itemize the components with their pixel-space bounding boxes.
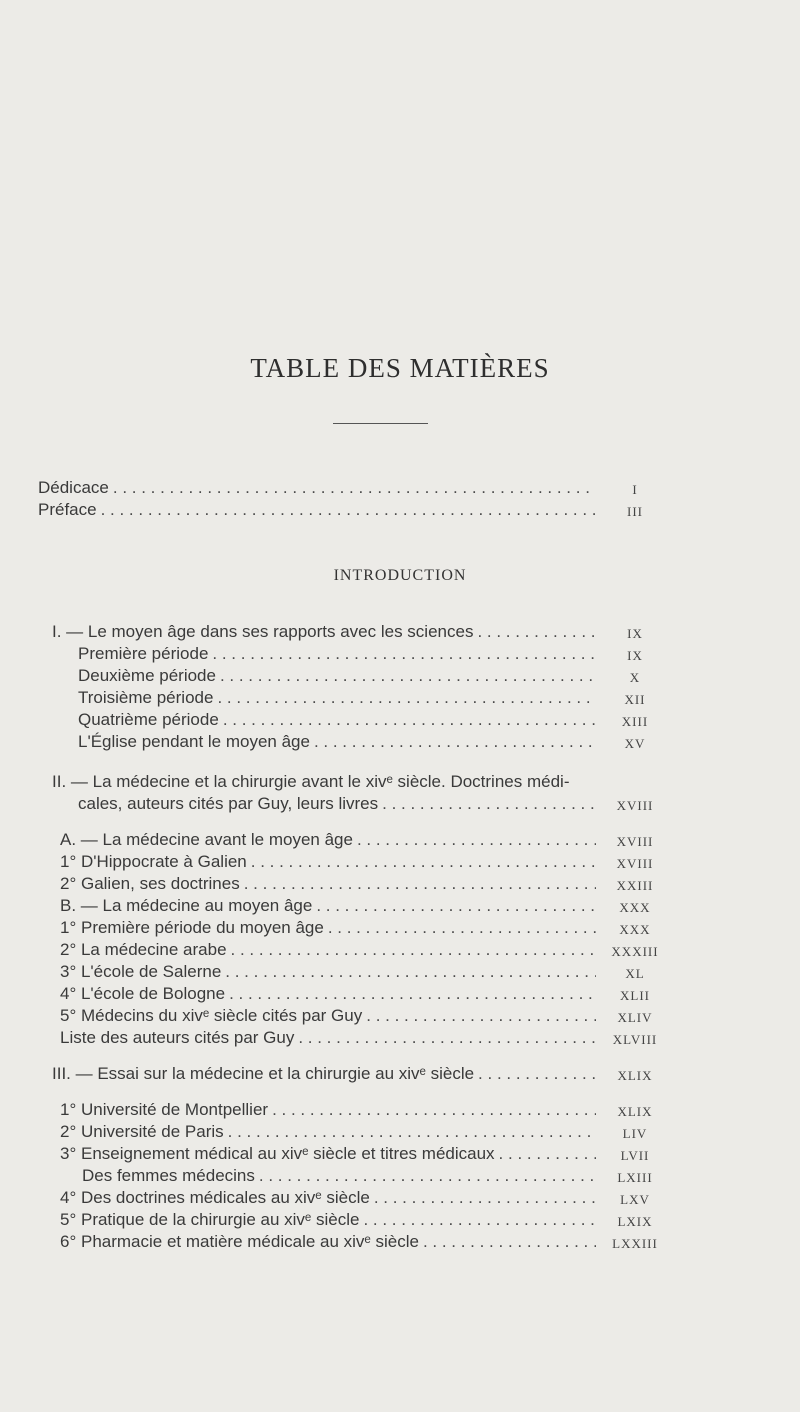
toc-entry[interactable] — [60, 940, 596, 962]
toc-entry[interactable] — [60, 962, 596, 984]
dot-leader — [225, 962, 596, 982]
toc-entry[interactable] — [60, 1122, 596, 1144]
toc-entry-dedicace[interactable] — [38, 478, 596, 500]
toc-entry[interactable] — [60, 896, 596, 918]
toc-page-number: XXX — [619, 900, 651, 915]
toc-entry-label: Quatrième période — [78, 710, 219, 729]
toc-page-number: X — [629, 670, 641, 685]
toc-page-number: XV — [624, 736, 646, 751]
toc-page-number: XXIII — [616, 878, 654, 893]
toc-page-number: LVII — [620, 1148, 650, 1163]
dot-leader — [357, 830, 596, 850]
dot-leader — [220, 666, 596, 686]
toc-entry[interactable] — [60, 1006, 596, 1028]
toc-entry-label: 1° D'Hippocrate à Galien — [60, 852, 247, 871]
toc-entry[interactable] — [60, 1100, 596, 1122]
toc-entry-label: 6° Pharmacie et matière médicale au xivᵉ siècle — [60, 1232, 419, 1251]
toc-entry-label: Des femmes médecins — [82, 1166, 255, 1185]
toc-page-number: LXIX — [617, 1214, 653, 1229]
toc-page-number: XXXIII — [611, 944, 659, 959]
toc-entry[interactable] — [60, 1232, 596, 1254]
toc-page-number: XII — [624, 692, 646, 707]
toc-entry-label: 1° Université de Montpellier — [60, 1100, 269, 1119]
dot-leader — [366, 1006, 596, 1026]
toc-entry-label: 4° L'école de Bologne — [60, 984, 226, 1003]
dot-leader — [477, 622, 596, 642]
toc-entry-label: cales, auteurs cités par Guy, leurs livres — [78, 794, 379, 813]
dot-leader — [113, 478, 596, 498]
toc-entry-label: Troisième période — [78, 688, 214, 707]
toc-page-number: LXXIII — [612, 1236, 658, 1251]
toc-page-number: XIII — [621, 714, 649, 729]
page-title: TABLE DES MATIÈRES — [250, 353, 550, 383]
toc-entry[interactable] — [60, 1028, 596, 1050]
toc-entry-section-2[interactable] — [78, 794, 596, 816]
toc-page-number: XLIV — [617, 1010, 653, 1025]
toc-page-number: XLII — [620, 988, 650, 1003]
toc-entry-label: 2° Université de Paris — [60, 1122, 224, 1141]
toc-entry[interactable] — [60, 852, 596, 874]
toc-page-number: LXV — [620, 1192, 650, 1207]
toc-entry-label: 3° Enseignement médical au xivᵉ siècle et titres médicaux — [60, 1144, 495, 1163]
toc-entry-section-1[interactable] — [52, 622, 596, 644]
toc-entry-label: 1° Première période du moyen âge — [60, 918, 324, 937]
dot-leader — [363, 1210, 596, 1230]
toc-entry[interactable] — [82, 1166, 596, 1188]
toc-entry[interactable] — [78, 666, 596, 688]
toc-entry-label: Liste des auteurs cités par Guy — [60, 1028, 295, 1047]
dot-leader — [328, 918, 596, 938]
toc-entry[interactable] — [60, 1144, 596, 1166]
section-heading-introduction: INTRODUCTION — [333, 567, 467, 584]
dot-leader — [423, 1232, 596, 1252]
dot-leader — [228, 1122, 596, 1142]
dot-leader — [314, 732, 596, 752]
toc-entry-label: 2° La médecine arabe — [60, 940, 227, 959]
toc-entry[interactable] — [60, 984, 596, 1006]
toc-page-number: XLIX — [617, 1068, 653, 1083]
toc-page-number: III — [627, 504, 643, 519]
toc-page-number: XVIII — [616, 856, 654, 871]
dot-leader — [212, 644, 596, 664]
toc-entry[interactable] — [78, 688, 596, 710]
dot-leader — [298, 1028, 596, 1048]
dot-leader — [251, 852, 596, 872]
dot-leader — [101, 500, 596, 520]
toc-entry-label: Deuxième période — [78, 666, 216, 685]
toc-entry-label: L'Église pendant le moyen âge — [78, 732, 310, 751]
toc-entry[interactable] — [78, 732, 596, 754]
toc-entry[interactable] — [60, 918, 596, 940]
toc-entry-label: Première période — [78, 644, 209, 663]
toc-entry[interactable] — [60, 874, 596, 896]
toc-page-number: XL — [625, 966, 645, 981]
toc-entry-label: III. — Essai sur la médecine et la chirurgie au xivᵉ siècle — [52, 1064, 475, 1083]
dot-leader — [231, 940, 596, 960]
toc-page-number: LXIII — [617, 1170, 653, 1185]
toc-page-number: IX — [627, 648, 643, 663]
toc-entry-section-2-line1: II. — La médecine et la chirurgie avant le xivᵉ siècle. Doctrines médi- — [52, 772, 570, 791]
dot-leader — [259, 1166, 596, 1186]
toc-entry-preface[interactable] — [38, 500, 596, 522]
toc-page-number: XXX — [619, 922, 651, 937]
toc-page-number: IX — [627, 626, 643, 641]
toc-entry-label: Dédicace — [38, 478, 109, 497]
toc-entry[interactable] — [60, 1188, 596, 1210]
toc-entry-label: A. — La médecine avant le moyen âge — [60, 830, 353, 849]
toc-page-number: XVIII — [616, 834, 654, 849]
toc-page-number: I — [632, 482, 638, 497]
toc-entry-label: I. — Le moyen âge dans ses rapports avec les sciences — [52, 622, 474, 641]
toc-page-number: LIV — [622, 1126, 648, 1141]
dot-leader — [478, 1064, 596, 1084]
toc-entry[interactable] — [60, 1210, 596, 1232]
dot-leader — [223, 710, 596, 730]
toc-entry-label: 2° Galien, ses doctrines — [60, 874, 240, 893]
dot-leader — [217, 688, 596, 708]
dot-leader — [382, 794, 596, 814]
dot-leader — [244, 874, 596, 894]
toc-entry-label: 3° L'école de Salerne — [60, 962, 222, 981]
toc-entry-label: 5° Médecins du xivᵉ siècle cités par Guy — [60, 1006, 363, 1025]
toc-entry[interactable] — [78, 710, 596, 732]
title-divider — [333, 423, 428, 424]
toc-entry-label: 4° Des doctrines médicales au xivᵉ siècle — [60, 1188, 370, 1207]
toc-entry[interactable] — [60, 830, 596, 852]
toc-entry-label: 5° Pratique de la chirurgie au xivᵉ siècle — [60, 1210, 360, 1229]
dot-leader — [499, 1144, 596, 1164]
dot-leader — [374, 1188, 596, 1208]
toc-entry-label: B. — La médecine au moyen âge — [60, 896, 313, 915]
toc-entry[interactable] — [78, 644, 596, 666]
toc-entry-section-3[interactable] — [52, 1064, 596, 1086]
toc-page-number: XLIX — [617, 1104, 653, 1119]
dot-leader — [272, 1100, 596, 1120]
toc-entry-label: Préface — [38, 500, 97, 519]
toc-page-number: XVIII — [616, 798, 654, 813]
dot-leader — [316, 896, 596, 916]
dot-leader — [229, 984, 596, 1004]
toc-page-number: XLVIII — [612, 1032, 658, 1047]
